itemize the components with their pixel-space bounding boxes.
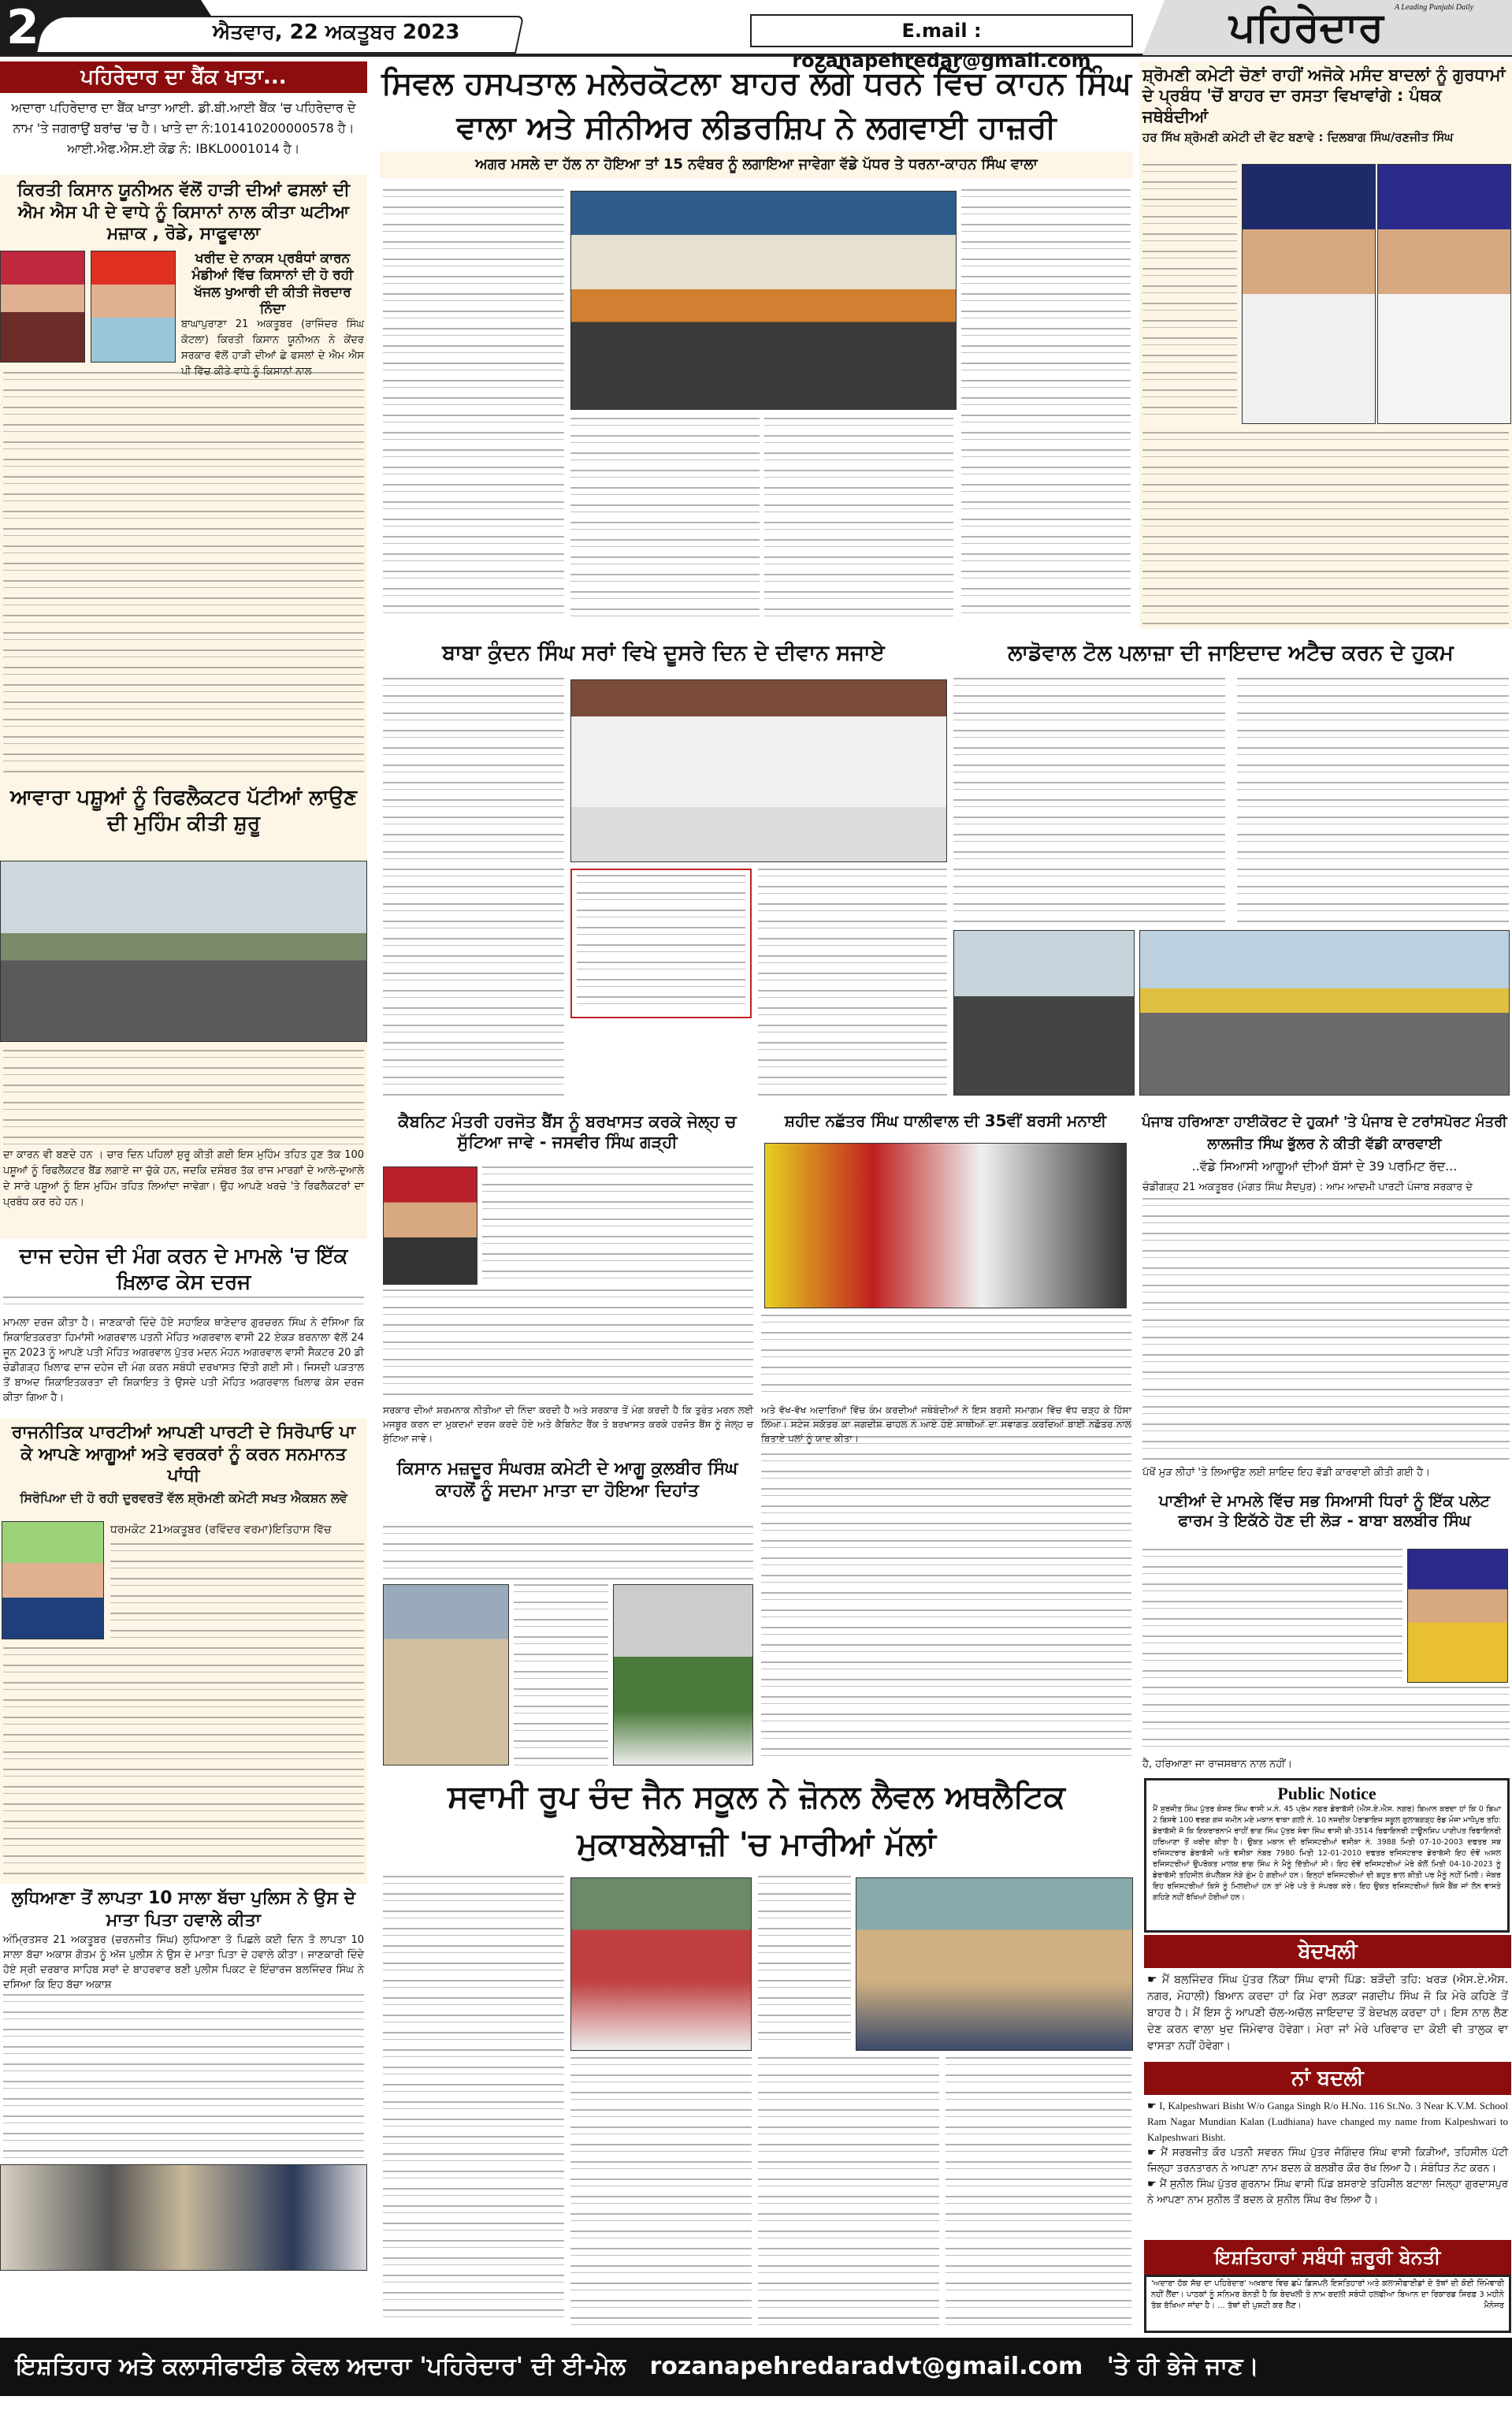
photo-jasvir-garhi <box>383 1166 477 1285</box>
paniyan-body-1 <box>1142 1549 1402 1683</box>
photo-kulbir-2 <box>613 1584 753 1765</box>
daaj-headline: ਦਾਜ ਦਹੇਜ ਦੀ ਮੰਗ ਕਰਨ ਦੇ ਮਾਮਲੇ 'ਚ ਇੱਕ ਖ਼ਿਲਾਫ ਕੇਸ ਦਰਜ <box>19 1245 348 1294</box>
shromani-subhead: ਹਰ ਸਿੱਖ ਸ਼੍ਰੋਮਣੀ ਕਮੇਟੀ ਦੀ ਵੋਟ ਬਣਾਵੇ : ਦਿਲਬਾਗ ਸਿੰਘ/ਰਣਜੀਤ ਸਿੰਘ <box>1142 129 1454 144</box>
daaj-story <box>0 1244 367 1413</box>
lead-body-col2 <box>570 418 760 623</box>
bank-body: ਅਦਾਰਾ ਪਹਿਰੇਦਾਰ ਦਾ ਬੈਂਕ ਖਾਤਾ ਆਈ. ਡੀ.ਬੀ.ਆਈ ਬੈਂਕ 'ਚ ਪਹਿਰੇਦਾਰ ਦੇ ਨਾਮ 'ਤੇ ਜਗਰਾਉਂ ਬਰਾਂਚ 'ਚ ਹੈ। ਖਾਤੇ ਦਾ ਨੰ:101410200000578 ਹੈ। ਆਈ.ਐਫ.ਐਸ.ਈ ਕੋਡ ਨੰ: IBKL0001014 ਹੈ। <box>11 100 356 156</box>
nachhattar-headline: ਸ਼ਹੀਦ ਨਛੱਤਰ ਸਿੰਘ ਧਾਲੀਵਾਲ ਦੀ 35ਵੀਂ ਬਰਸੀ ਮਨਾਈ <box>784 1111 1107 1130</box>
shromani-body-text <box>1142 432 1509 625</box>
photo-athletes-group <box>570 1877 752 2051</box>
kulbir-headline: ਕਿਸਾਨ ਮਜ਼ਦੂਰ ਸੰਘਰਸ਼ ਕਮੇਟੀ ਦੇ ਆਗੂ ਕੁਲਬੀਰ ਸਿੰਘ ਕਾਹਲੋਂ ਨੂੰ ਸਦਮਾ ਮਾਤਾ ਦਾ ਹੋਇਆ ਦਿਹਾਂਤ <box>396 1459 738 1501</box>
photo-leader-2 <box>91 251 176 363</box>
caption-box <box>570 869 752 1018</box>
shromani-headline: ਸ਼੍ਰੋਮਣੀ ਕਮੇਟੀ ਚੋਣਾਂ ਰਾਹੀਂ ਅਜੋਕੇ ਮਸੰਦ ਬਾਦਲਾਂ ਨੂੰ ਗੁਰਧਾਮਾਂ ਦੇ ਪ੍ਰਬੰਧ 'ਚੋਂ ਬਾਹਰ ਦਾ ਰਸਤਾ ਵਿਖਾਵਾਂਗੇ : ਪੰਥਕ ਜਥੇਬੰਦੀਆਂ <box>1142 65 1506 126</box>
lead-headline: ਸਿਵਲ ਹਸਪਤਾਲ ਮਲੇਰਕੋਟਲਾ ਬਾਹਰ ਲੱਗੇ ਧਰਨੇ ਵਿੱਚ ਕਾਹਨ ਸਿੰਘ ਵਾਲਾ ਅਤੇ ਸੀਨੀਅਰ ਲੀਡਰਸ਼ਿਪ ਨੇ ਲਗਵਾਈ ਹਾਜ਼ਰੀ <box>381 65 1131 146</box>
photo-baba-balbir <box>1407 1549 1508 1683</box>
cabinet-tail: ਸਰਕਾਰ ਦੀਆਂ ਸ਼ਰਮਨਾਕ ਨੀਤੀਆ ਦੀ ਨਿੰਦਾ ਕਰਦੀ ਹੈ ਅਤੇ ਸਰਕਾਰ ਤੋਂ ਮੰਗ ਕਰਦੀ ਹੈ ਕਿ ਤੁਰੰਤ ਮਰਨ ਲਈ ਮਜਬੂਰ ਕਰਨ ਦਾ ਮੁਕਦਮਾਂ ਦਰਜ ਕਰਦੇ ਹੋਏ ਅਤੇ ਕੈਬਿਨੇਟ ਰੈਂਕ ਤੋ ਬਰਖਾਸਤ ਕਰਕੇ ਹਰਜੋਤ ਬੈਂਸ ਨੂੰ ਜੇਲ੍ਹ ਚ ਸੁੱਟਿਆ ਜਾਵੇ। <box>383 1405 753 1444</box>
email[interactable]: E.mail : rozanapehredar@gmail.com <box>750 14 1133 47</box>
awara-tail: ਦਾ ਕਾਰਨ ਵੀ ਬਣਦੇ ਹਨ । ਚਾਰ ਦਿਨ ਪਹਿਲਾਂ ਸ਼ੁਰੂ ਕੀਤੀ ਗਈ ਇਸ ਮੁਹਿੰਮ ਤਹਿਤ ਹੁਣ ਤੱਕ 100 ਪਸ਼ੂਆਂ ਨੂੰ ਰਿਫਲੈਕਟਰ ਬੈਂਡ ਲਗਾਏ ਜਾ ਚੁੱਕੇ ਹਨ, ਜਦਕਿ ਦਸੰਬਰ ਤੱਕ ਰਾਜ ਮਾਰਗਾਂ ਦੇ ਆਲੇ-ਦੁਆਲੇ ਦੇ ਸਾਰੇ ਪਸ਼ੂਆਂ ਨੂੰ ਇਸ ਮੁਹਿੰਮ ਤਹਿਤ ਲਿਆਂਦਾ ਜਾਵੇਗਾ। ਉਹ ਆਪਣੇ ਖਰਚੇ 'ਤੇ ਰਿਫਲੈਕਟਰਾਂ ਦਾ ਪ੍ਰਬੰਧ ਕਰ ਰਹੇ ਹਨ। <box>3 1149 364 1208</box>
footer-suffix: 'ਤੇ ਹੀ ਭੇਜੇ ਜਾਣ। <box>1106 2353 1259 2380</box>
kulbir-body-1 <box>383 1526 753 1581</box>
bedakhli-title: ਬੇਦਖਲੀ <box>1144 1935 1511 1968</box>
rajniti-subhead: ਸਿਰੋਪਿਆ ਦੀ ਹੋ ਰਹੀ ਦੁਰਵਰਤੋਂ ਵੱਲ ਸ਼੍ਰੋਮਣੀ ਕਮੇਟੀ ਸਖਤ ਐਕਸ਼ਨ ਲਵੇ <box>20 1490 347 1505</box>
ad-notice-title: ਇਸ਼ਤਿਹਾਰਾਂ ਸਬੰਧੀ ਜ਼ਰੂਰੀ ਬੇਨਤੀ <box>1144 2240 1511 2275</box>
awara-body-text <box>3 1050 364 1144</box>
cabinet-body-1 <box>482 1166 753 1285</box>
school-body-4 <box>758 2057 939 2325</box>
photo-pandhi <box>2 1521 104 1639</box>
ad-notice-box <box>1144 2275 1511 2333</box>
baba-kundan-body-2 <box>758 869 947 1097</box>
tagline: A Leading Punjabi Daily <box>1395 3 1474 12</box>
lead-body-col4 <box>961 189 1131 623</box>
school-headline: ਸਵਾਮੀ ਰੂਪ ਚੰਦ ਜੈਨ ਸਕੂਲ ਨੇ ਜ਼ੋਨਲ ਲੈਵਲ ਅਥਲੈਟਿਕ ਮੁਕਾਬਲੇਬਾਜ਼ੀ 'ਚ ਮਾਰੀਆਂ ਮੱਲਾਂ <box>448 1779 1065 1862</box>
transport-tail: ਪੱਖੋਂ ਮੁੜ ਲੀਹਾਂ 'ਤੇ ਲਿਆਉਣ ਲਈ ਸ਼ਾਇਦ ਇਹ ਵੱਡੀ ਕਾਰਵਾਈ ਕੀਤੀ ਗਈ ਹੈ। <box>1142 1467 1430 1479</box>
transport-body <box>1142 1198 1510 1462</box>
rajniti-headline: ਰਾਜਨੀਤਿਕ ਪਾਰਟੀਆਂ ਆਪਣੀ ਪਾਰਟੀ ਦੇ ਸਿਰੋਪਾਓ ਪਾ ਕੇ ਆਪਣੇ ਆਗੂਆਂ ਅਤੇ ਵਰਕਰਾਂ ਨੂੰ ਕਰਨ ਸਨਮਾਨਤ ਪਾਂਧੀ <box>11 1423 356 1486</box>
bank-title: ਪਹਿਰੇਦਾਰ ਦਾ ਬੈਂਕ ਖਾਤਾ... <box>0 61 367 93</box>
footer-banner <box>0 2338 1512 2396</box>
naam-badli-item: ☛ I, Kalpeshwari Bisht W/o Ganga Singh R/o H.No. 116 St.No. 3 Near K.V.M. School Ram Nagar Mundian Kalan (Ludhiana) have changed my name from Kalpeshwari to Kalpeshwari Bisht. <box>1147 2100 1508 2143</box>
rajniti-story <box>0 1419 367 1884</box>
masthead <box>0 0 1512 72</box>
kulbir-body-2 <box>514 1584 608 1765</box>
transport-lead: ਚੰਡੀਗੜ੍ਹ 21 ਅਕਤੂਬਰ (ਮੰਗਤ ਸਿੰਘ ਸੈਦਪੁਰ) : ਆਮ ਆਦਮੀ ਪਾਰਟੀ ਪੰਜਾਬ ਸਰਕਾਰ ਦੇ <box>1142 1181 1473 1193</box>
school-body-1 <box>383 1876 564 2325</box>
rajniti-lead: ਧਰਮਕੋਟ 21ਅਕਤੂਬਰ (ਰਵਿੰਦਰ ਵਰਮਾ)ਇਤਿਹਾਸ ਵਿੱਚ <box>110 1524 332 1536</box>
photo-kulbir-1 <box>383 1584 509 1765</box>
footer-email[interactable]: rozanapehredaradvt@gmail.com <box>649 2353 1083 2380</box>
baba-kundan-body-1 <box>383 678 564 1096</box>
kirti-story <box>0 175 367 782</box>
school-body-2 <box>570 2057 752 2325</box>
photo-ranjit-singh <box>1377 164 1511 424</box>
photo-leader-1 <box>0 251 85 363</box>
bedakhli-body: ☛ ਮੈਂ ਬਲਜਿੰਦਰ ਸਿੰਘ ਪੁੱਤਰ ਨਿੱਕਾ ਸਿੰਘ ਵਾਸੀ ਪਿੰਡ: ਬੜੌਦੀ ਤਹਿ: ਖਰੜ (ਐਸ.ਏ.ਐਸ. ਨਗਰ, ਮੋਹਾਲੀ) ਬਿਆਨ ਕਰਦਾ ਹਾਂ ਕਿ ਮੇਰਾ ਲੜਕਾ ਜਗਦੀਪ ਸਿੰਘ ਜੋ ਕਿ ਮੇਰੇ ਕਹਿਣੇ ਤੋਂ ਬਾਹਰ ਹੈ। ਮੈਂ ਇਸ ਨੂੰ ਆਪਣੀ ਚੱਲ-ਅਚੱਲ ਜਾਇਦਾਦ ਤੋਂ ਬੇਦਖਲ ਕਰਦਾ ਹਾਂ। ਇਸ ਨਾਲ ਲੈਣ ਦੇਣ ਕਰਨ ਵਾਲਾ ਖੁਦ ਜਿੰਮੇਵਾਰ ਹੋਵੇਗਾ। ਮੇਰਾ ਜਾਂ ਮੇਰੇ ਪਰਿਵਾਰ ਦਾ ਕੋਈ ਵੀ ਤਾਲੁਕ ਵਾ ਵਾਸਤਾ ਨਹੀਂ ਹੋਵੇਗਾ। <box>1147 1974 1508 2052</box>
cabinet-body-2 <box>383 1289 753 1400</box>
shromani-story <box>1139 61 1512 629</box>
ludhiana-headline: ਲੁਧਿਆਣਾ ਤੋਂ ਲਾਪਤਾ 10 ਸਾਲਾ ਬੱਚਾ ਪੁਲਿਸ ਨੇ ਉਸ ਦੇ ਮਾਤਾ ਪਿਤਾ ਹਵਾਲੇ ਕੀਤਾ <box>11 1888 356 1930</box>
kirti-body-text <box>3 372 364 774</box>
cabinet-headline: ਕੈਬਨਿਟ ਮੰਤਰੀ ਹਰਜੋਤ ਬੈਂਸ ਨੂੰ ਬਰਖਾਸਤ ਕਰਕੇ ਜੇਲ੍ਹ ਚ ਸੁੱਟਿਆ ਜਾਵੇ - ਜਸਵੀਰ ਸਿੰਘ ਗੜ੍ਹੀ <box>398 1112 737 1152</box>
center-body-row4 <box>761 1419 1131 1765</box>
kirti-headline: ਕਿਰਤੀ ਕਿਸਾਨ ਯੂਨੀਅਨ ਵੱਲੋਂ ਹਾੜੀ ਦੀਆਂ ਫਸਲਾਂ ਦੀ ਐਮ ਐਸ ਪੀ ਦੇ ਵਾਧੇ ਨੂੰ ਕਿਸਾਨਾਂ ਨਾਲ ਕੀਤਾ ਘਟੀਆ ਮਜ਼ਾਕ , ਰੋਡੇ, ਸਾਫੂਵਾਲਾ <box>17 180 350 244</box>
awara-story <box>0 782 367 1239</box>
ludhiana-lead: ਅੰਮ੍ਰਿਤਸਰ 21 ਅਕਤੂਬਰ (ਚਰਨਜੀਤ ਸਿੰਘ) ਲੁਧਿਆਣਾ ਤੋ ਪਿਛਲੇ ਕਈ ਦਿਨ ਤੋ ਲਾਪਤਾ 10 ਸਾਲਾ ਬੱਚਾ ਅਕਾਸ਼ ਗੋਤਮ ਨੂੰ ਅੱਜ ਪੁਲੀਸ ਨੇ ਉਸ ਦੇ ਮਾਤਾ ਪਿਤਾ ਦੇ ਹਵਾਲੇ ਕੀਤਾ। ਜਾਣਕਾਰੀ ਦਿੰਦੇ ਹੋਏ ਸ੍ਰੀ ਦਰਬਾਰ ਸਾਹਿਬ ਸਰਾਂ ਦੇ ਬਾਹਰਵਾਰ ਬਣੀ ਪੁਲੀਸ ਪਿਕਟ ਦੇ ਇੰਚਾਰਜ ਬਲਜਿੰਦਰ ਸਿੰਘ ਨੇ ਦਸਿਆ ਕਿ ਇਹ ਬੱਚਾ ਅਕਾਸ਼ <box>3 1934 364 1991</box>
public-notice-body: ਮੈਂ ਸੁਰਜੀਤ ਸਿੰਘ ਪੁੱਤਰ ਕੇਸਰ ਸਿੰਘ ਵਾਸੀ ਮ.ਨੰ. 45 ਪ੍ਰੇਮ ਨਗਰ ਡੇਰਾਬੱਸੀ (ਐਸ.ਏ.ਐਸ. ਨਗਰ) ਬਿਆਨ ਕਰਦਾ ਹਾਂ ਕਿ 0 ਬਿਘਾ 2 ਬਿਸਵੇ 100 ਵਰਗ ਗਜ ਜਮੀਨ ਮਏ ਮਕਾਨ ਵਾਕਾ ਗਲੀ ਨੰ. 10 ਨਜਦੀਕ ਪੈਰਾਡਾਇਜ ਸਕੂਲ ਗੁਲਾਬਗੜ੍ਹ ਰੋਡ ਮੌਜਾ ਮਾਧੋਪੁਰ ਤਹਿ: ਡੇਰਾਬੱਸੀ ਜੋ ਕਿ ਇਕਰਾਰਨਾਮੇ ਰਾਹੀਂ ਭਾਗ ਸਿੰਘ ਪੁੱਤਰ ਸੇਵਾ ਸਿੰਘ ਵਾਸੀ ਬੀ-3514 ਰਿਫਾਇਨਰੀ ਟਾਊਨਸ਼ਿਪ ਪਾਣੀਪਤ ਰਿਫਾਇਨਰੀ ਹਰਿਆਣਾ ਤੋਂ ਖਰੀਦ ਕੀਤਾ ਹੈ। ਉਕਤ ਮਕਾਨ ਦੀ ਰਜਿਸਟਰੀਆਂ ਵਸੀਕਾ ਨੰ. 3988 ਮਿਤੀ 07-10-2003 ਦਫਤਰ ਸਬ ਰਜਿਸਟਰਾਰ ਡੇਰਾਬੱਸੀ ਅਤੇ ਵਸੀਕਾ ਨੰਬਰ 7980 ਮਿਤੀ 12-01-2010 ਦਫਤਰ ਰਜਿਸਟਰਾਰ ਡੇਰਾਬੱਸੀ ਇਹ ਦੋਵੇਂ ਅਸਲ ਰਜਿਸਟਰੀਆਂ ਉਪਰੋਕਤ ਮਾਲਕ ਭਾਗ ਸਿੰਘ ਨੇ ਮੈਨੂੰ ਦਿੱਤੀਆਂ ਸੀ। ਇਹ ਦੋਵੇਂ ਰਜਿਸਟਰੀਆਂ ਮੇਰੇ ਕੋਲੋਂ ਮਿਤੀ 04-10-2023 ਨੂੰ ਡੇਰਾਬੱਸੀ ਤਹਿਸੀਲ ਕੰਪਲੈਕਸ ਨੇੜੇ ਗੁੰਮ ਹੋ ਗਈਆਂ ਹਨ। ਇਨ੍ਹਾਂ ਰਜਿਸਟਰੀਆਂ ਦੀ ਬਹੁਤ ਭਾਲ ਕੀਤੀ ਪਰ ਮੈਨੂੰ ਨਹੀਂ ਮਿਲੀ। ਜੇਕਰ ਇਹ ਰਜਿਸਟਰੀਆਂ ਕਿਸੇ ਨੂੰ ਮਿਲਦੀਆਂ ਹਨ ਤਾਂ ਮੇਰੇ ਪਤੇ ਤੇ ਸੰਪਰਕ ਕਰੇ। ਇਹ ਉਕਤ ਰਜਿਸਟਰੀਆਂ ਕਿਸੇ ਬੈਂਕ ਜਾਂ ਲੋਨ ਵਾਸਤੇ ਗਹਿਣੇ ਨਹੀਂ ਰੱਖਿਆਂ ਹੋਈਆਂ ਹਨ। <box>1153 1805 1501 1902</box>
footer-text: ਇਸ਼ਤਿਹਾਰ ਅਤੇ ਕਲਾਸੀਫਾਈਡ ਕੇਵਲ ਅਦਾਰਾ 'ਪਹਿਰੇਦਾਰ' ਦੀ ਈ-ਮੇਲ <box>16 2353 626 2380</box>
photo-barsi <box>764 1143 1127 1308</box>
lead-subhead: ਅਗਰ ਮਸਲੇ ਦਾ ਹੱਲ ਨਾ ਹੋਇਆ ਤਾਂ 15 ਨਵੰਬਰ ਨੂੰ ਲਗਾਇਆ ਜਾਵੇਗਾ ਵੱਡੇ ਪੱਧਰ ਤੇ ਧਰਨਾ-ਕਾਹਨ ਸਿੰਘ ਵਾਲਾ <box>380 151 1133 178</box>
photo-dharna <box>570 191 957 410</box>
photo-toll-plaza-2 <box>1139 930 1510 1096</box>
lead-body-col3 <box>764 418 953 623</box>
kirti-subhead: ਖਰੀਦ ਦੇ ਨਾਕਸ ਪ੍ਰਬੰਧਾਂ ਕਾਰਨ ਮੰਡੀਆਂ ਵਿੱਚ ਕਿਸਾਨਾਂ ਦੀ ਹੋ ਰਹੀ ਖੱਜਲ ਖੁਆਰੀ ਦੀ ਕੀਤੀ ਜੋਰਦਾਰ ਨਿੰਦਾ <box>191 251 354 317</box>
date: ਐਤਵਾਰ, 22 ਅਕਤੂਬਰ 2023 <box>213 20 460 44</box>
lead-body-col1 <box>383 189 564 623</box>
photo-athletes-winners <box>856 1877 1133 2051</box>
public-notice <box>1144 1778 1510 1933</box>
ludhiana-story <box>0 1888 367 2333</box>
school-body-5 <box>945 2057 1131 2325</box>
rajniti-body-text-2 <box>3 1647 364 1876</box>
baba-kundan-headline: ਬਾਬਾ ਕੁੰਦਨ ਸਿੰਘ ਸਰਾਂ ਵਿਖੇ ਦੂਸਰੇ ਦਿਨ ਦੇ ਦੀਵਾਨ ਸਜਾਏ <box>442 641 885 665</box>
paniyan-tail: ਹੈ, ਹਰਿਆਣਾ ਜਾ ਰਾਜਸਥਾਨ ਨਾਲ ਨਹੀਂ। <box>1142 1758 1292 1770</box>
logo: ਪਹਿਰੇਦਾਰ <box>1229 3 1384 51</box>
awara-headline: ਆਵਾਰਾ ਪਸ਼ੂਆਂ ਨੂੰ ਰਿਫਲੈਕਟਰ ਪੱਟੀਆਂ ਲਾਉਣ ਦੀ ਮੁਹਿੰਮ ਕੀਤੀ ਸ਼ੁਰੂ <box>9 786 358 835</box>
transport-subhead: ..ਵੱਡੇ ਸਿਆਸੀ ਆਗੂਆਂ ਦੀਆਂ ਬੱਸਾਂ ਦੇ 39 ਪਰਮਿਟ ਰੱਦ... <box>1191 1159 1458 1174</box>
ad-notice-sign: ਮੈਨੇਜਰ <box>1484 2301 1504 2310</box>
naam-badli-list <box>1147 2098 1508 2208</box>
school-body-3 <box>758 1876 851 2049</box>
photo-diwan <box>570 679 947 862</box>
naam-badli-title: ਨਾਂ ਬਦਲੀ <box>1144 2062 1511 2095</box>
nachhattar-body <box>761 1315 1131 1401</box>
page-number: 2 <box>6 0 39 55</box>
nachhattar-tail: ਅਤੇ ਵੱਖ-ਵੱਖ ਅਦਾਰਿਆਂ ਵਿੱਚ ਕੰਮ ਕਰਦੀਆਂ ਜਥੇਬੰਦੀਆਂ ਨੇ ਇਸ ਬਰਸੀ ਸਮਾਗਮ ਵਿੱਚ ਵੱਧ ਚੜ੍ਹ ਕੇ ਹਿੱਸਾ ਲਿਆ। ਸਟੇਜ ਸਕੱਤਰ ਕਾ ਜਗਦੀਸ਼ ਚਾਹਲ ਨੇ ਆਏ ਹੋਏ ਸਾਥੀਆਂ ਦਾ ਸਵਾਗਤ ਕਰਦਿਆਂ ਬਾਈ ਨਛੱਤਰ ਨਾਲ ਬਿਤਾਏ ਪਲਾਂ ਨੂੰ ਯਾਦ ਕੀਤਾ। <box>761 1405 1131 1444</box>
ad-notice-body: 'ਅਦਾਰਾ ਹੱਕ ਸੱਚ ਦਾ ਪਹਿਰੇਦਾਰ' ਅਖ਼ਬਾਰ ਵਿਚ ਛਪੇ ਡਿਸਪਲੇ ਇਸ਼ਤਿਹਾਰਾਂ ਅਤੇ ਕਲਾਸੀਫਾਈਡਾਂ ਦੇ ਤੱਥਾਂ ਦੀ ਕੋਈ ਜ਼ਿੰਮੇਵਾਰੀ ਨਹੀਂ ਲੈਂਦਾ। ਪਾਠਕਾਂ ਨੂੰ ਸਨਿਮਰ ਬੇਨਤੀ ਹੈ ਕਿ ਬੇਦਖਲੀ ਤੇ ਨਾਮ ਬਦਲੀ ਸਬੰਧੀ ਹਲਫੀਆ ਬਿਆਨ ਦਾ ਰਿਕਾਰਡ ਸਿਰਫ਼ 3 ਮਹੀਨੇ ਤੱਕ ਰੱਖਿਆ ਜਾਂਦਾ ਹੈ। ... ਤੱਥਾਂ ਦੀ ਪੁਸ਼ਟੀ ਕਰ ਲੈਣ। <box>1151 2279 1504 2310</box>
shromani-body-col1 <box>1142 164 1237 424</box>
transport-headline: ਪੰਜਾਬ ਹਰਿਆਣਾ ਹਾਈਕੋਰਟ ਦੇ ਹੁਕਮਾਂ 'ਤੇ ਪੰਜਾਬ ਦੇ ਟਰਾਂਸਪੋਰਟ ਮੰਤਰੀ ਲਾਲਜੀਤ ਸਿੰਘ ਭੁੱਲਰ ਨੇ ਕੀਤੀ ਵੱਡੀ ਕਾਰਵਾਈ <box>1142 1114 1507 1152</box>
public-notice-title: Public Notice <box>1277 1784 1376 1803</box>
rajniti-body-text <box>110 1543 364 1642</box>
ladhowal-body-2 <box>1237 678 1509 922</box>
kirti-lead: ਬਾਘਾਪੁਰਾਣਾ 21 ਅਕਤੂਬਰ (ਰਾਜਿੰਦਰ ਸਿੰਘ ਕੋਟਲਾ) ਕਿਰਤੀ ਕਿਸਾਨ ਯੂਨੀਅਨ ਨੇ ਕੇਂਦਰ ਸਰਕਾਰ ਵੱਲੋਂ ਹਾੜੀ ਦੀਆਂ ਛੇ ਫਸਲਾਂ ਦੇ ਐਮ ਐਸ ਪੀ ਵਿੱਚ ਕੀਤੇ ਵਾਧੇ ਨੂੰ ਕਿਸਾਨਾਂ ਨਾਲ <box>181 318 364 378</box>
naam-badli-item: ☛ ਮੈਂ ਸੁਨੀਲ ਸਿੰਘ ਪੁੱਤਰ ਗੁਰਨਾਮ ਸਿੰਘ ਵਾਸੀ ਪਿੰਡ ਬਸਰਾਏ ਤਹਿਸੀਲ ਬਟਾਲਾ ਜਿਲ੍ਹਾ ਗੁਰਦਾਸਪੁਰ ਨੇ ਆਪਣਾ ਨਾਮ ਸੁਨੀਲ ਤੋਂ ਬਦਲ ਕੇ ਸੁਨੀਲ ਸਿੰਘ ਰੱਖ ਲਿਆ ਹੈ। <box>1147 2178 1508 2206</box>
daaj-body: ਮਾਮਲਾ ਦਰਜ ਕੀਤਾ ਹੈ। ਜਾਣਕਾਰੀ ਦਿੰਦੇ ਹੋਏ ਸਹਾਇਕ ਥਾਣੇਦਾਰ ਗੁਰਚਰਨ ਸਿੰਘ ਨੇ ਦੱਸਿਆ ਕਿ ਸ਼ਿਕਾਇਤਕਰਤਾ ਹਿਮਾਂਸੀ ਅਗਰਵਾਲ ਪਤਨੀ ਮੋਹਿਤ ਅਗਰਵਾਲ ਵਾਸੀ 22 ਏਕੜ ਬਰਨਾਲਾ ਵੱਲੋਂ 24 ਜੂਨ 2023 ਨੂੰ ਆਪਣੇ ਪਤੀ ਮੋਹਿਤ ਅਗਰਵਾਲ ਪੁੱਤਰ ਮਦਨ ਮੋਹਨ ਅਗਰਵਾਲ ਵਾਸੀ ਸੈਕਟਰ 20 ਡੀ ਚੰਡੀਗੜ੍ਹ ਖ਼ਿਲਾਫ ਦਾਜ ਦਹੇਜ ਦੀ ਮੰਗ ਕਰਨ ਸਬੰਧੀ ਦਰਖਾਸਤ ਦਿੱਤੀ ਗਈ ਸੀ। ਜਿਸਦੀ ਪੜਤਾਲ ਤੋਂ ਬਾਅਦ ਸ਼ਿਕਾਇਤਕਰਤਾ ਦੀ ਸ਼ਿਕਾਇਤ ਤੇ ਉਸਦੇ ਪਤੀ ਮੋਹਿਤ ਅਗਰਵਾਲ ਖ਼ਿਲਾਫ ਕੇਸ ਦਰਜ ਕੀਤਾ ਗਿਆ ਹੈ। <box>3 1317 364 1404</box>
photo-cattle <box>0 861 367 1042</box>
photo-dilbag-singh <box>1242 164 1376 424</box>
naam-badli-item: ☛ ਮੈਂ ਸਰਬਜੀਤ ਕੌਰ ਪਤਨੀ ਸਵਰਨ ਸਿੰਘ ਪੁੱਤਰ ਜੋਗਿੰਦਰ ਸਿੰਘ ਵਾਸੀ ਕਿੜੀਆਂ, ਤਹਿਸੀਲ ਪੱਟੀ ਜਿਲ੍ਹਾ ਤਰਨਤਾਰਨ ਨੇ ਆਪਣਾ ਨਾਮ ਬਦਲ ਕੇ ਬਲਬੀਰ ਕੌਰ ਰੱਖ ਲਿਆ ਹੈ। ਸੰਬੰਧਿਤ ਨੋਟ ਕਰਨ। <box>1147 2147 1508 2175</box>
paniyan-headline: ਪਾਣੀਆਂ ਦੇ ਮਾਮਲੇ ਵਿੱਚ ਸਭ ਸਿਆਸੀ ਧਿਰਾਂ ਨੂੰ ਇੱਕ ਪਲੇਟ ਫਾਰਮ ਤੇ ਇਕੱਠੇ ਹੋਣ ਦੀ ਲੋੜ - ਬਾਬਾ ਬਲਬੀਰ ਸਿੰਘ <box>1158 1491 1491 1530</box>
photo-toll-plaza-1 <box>953 930 1135 1096</box>
photo-child-family <box>0 2164 367 2271</box>
ladhowal-headline: ਲਾਡੋਵਾਲ ਟੋਲ ਪਲਾਜ਼ਾ ਦੀ ਜਾਇਦਾਦ ਅਟੈਚ ਕਰਨ ਦੇ ਹੁਕਮ <box>1008 641 1454 665</box>
paniyan-body-2 <box>1142 1687 1510 1756</box>
ladhowal-body-1 <box>953 678 1225 922</box>
